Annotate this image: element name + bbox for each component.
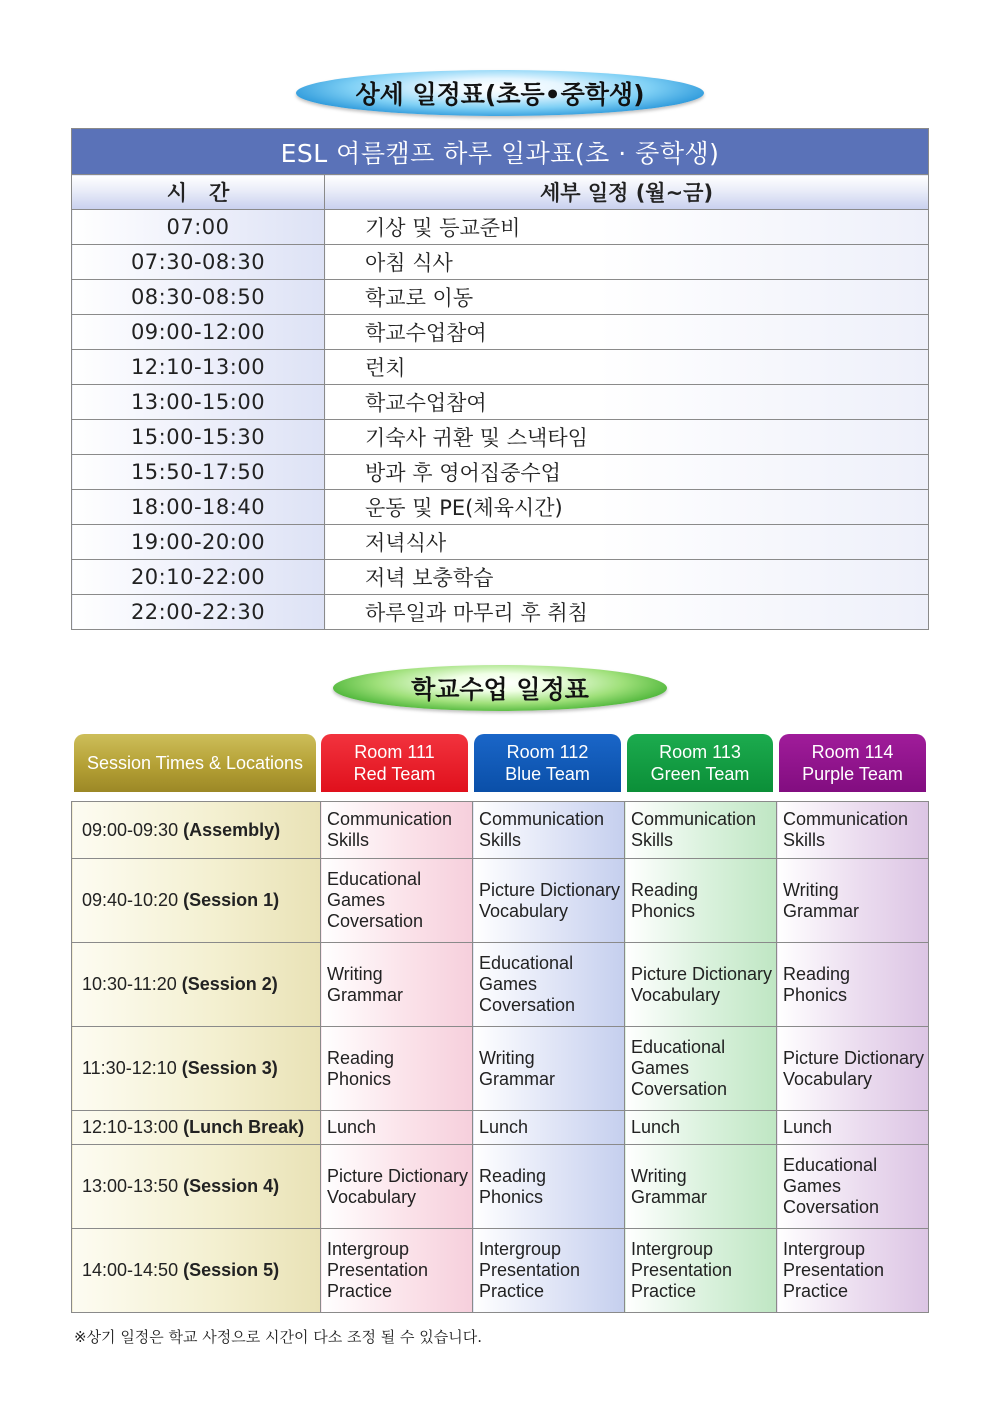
class-cell — [625, 1111, 777, 1145]
class-cell — [625, 1027, 777, 1111]
schedule-row — [72, 455, 929, 490]
schedule-time: 07:00 — [72, 210, 325, 245]
schedule-row — [72, 280, 929, 315]
schedule-row — [72, 525, 929, 560]
schedule-time: 20:10-22:00 — [72, 560, 325, 595]
class-cell-line: Practice — [479, 1281, 545, 1301]
class-cell — [473, 1027, 625, 1111]
class-cell — [777, 1145, 929, 1229]
session-time: 12:10-13:00 — [82, 1117, 179, 1137]
class-cell — [777, 802, 929, 859]
schedule-time: 19:00-20:00 — [72, 525, 325, 560]
class-cell-line: Practice — [783, 1281, 849, 1301]
session-label: (Session 1) — [183, 890, 280, 910]
schedule-time: 22:00-22:30 — [72, 595, 325, 630]
class-schedule-body — [72, 802, 929, 1313]
session-time-cell — [72, 1229, 321, 1313]
header-room-114 — [779, 734, 926, 792]
schedule-time: 13:00-15:00 — [72, 385, 325, 420]
class-cell-line: Vocabulary — [479, 900, 569, 921]
class-cell — [777, 859, 929, 943]
header-room-112 — [474, 734, 621, 792]
class-cell-line: Picture Dictionary — [783, 1047, 925, 1068]
schedule-row — [72, 315, 929, 350]
class-cell-line: Grammar — [783, 900, 859, 921]
schedule-row — [72, 595, 929, 630]
class-row — [72, 859, 929, 943]
header-room-113 — [627, 734, 773, 792]
team-name: Purple Team — [802, 764, 903, 784]
session-time-cell — [72, 1111, 321, 1145]
section1-title-banner — [296, 70, 704, 116]
session-time: 09:40-10:20 — [82, 890, 179, 910]
class-row — [72, 802, 929, 859]
class-cell-line: Educational — [783, 1155, 878, 1175]
class-cell-line: Lunch — [631, 1117, 681, 1137]
class-cell — [473, 1145, 625, 1229]
class-cell-line: Lunch — [479, 1117, 529, 1137]
class-cell-line: Vocabulary — [327, 1186, 417, 1207]
class-cell-line: Games — [783, 1176, 842, 1196]
class-cell — [321, 1229, 473, 1313]
class-cell-line: Educational — [479, 953, 574, 973]
schedule-time: 12:10-13:00 — [72, 350, 325, 385]
header-session-times — [74, 734, 316, 792]
team-name: Green Team — [650, 764, 750, 784]
class-cell-line: Grammar — [327, 984, 403, 1005]
schedule-row — [72, 350, 929, 385]
column-header-detail: 세부 일정 (월~금) — [325, 175, 929, 210]
class-cell-line: Lunch — [783, 1117, 833, 1137]
class-cell-line: Coversation — [631, 1079, 728, 1099]
class-cell-line: Communication — [479, 809, 605, 829]
class-cell — [625, 859, 777, 943]
schedule-row — [72, 385, 929, 420]
class-cell-line: Intergroup — [327, 1239, 410, 1259]
class-cell — [625, 1145, 777, 1229]
section2-title-banner — [333, 665, 667, 711]
class-cell — [777, 1027, 929, 1111]
class-cell-line: Communication — [631, 809, 757, 829]
class-cell — [321, 1027, 473, 1111]
schedule-activity: 기숙사 귀환 및 스낵타임 — [325, 420, 929, 455]
class-cell-line: Coversation — [783, 1197, 880, 1217]
class-cell-line: Practice — [631, 1281, 697, 1301]
daily-schedule-body — [72, 210, 929, 630]
class-cell-line: Phonics — [631, 900, 696, 921]
session-time-cell — [72, 1145, 321, 1229]
session-time: 14:00-14:50 — [82, 1260, 179, 1280]
class-cell-line: Phonics — [479, 1186, 544, 1207]
class-cell-line: Practice — [327, 1281, 393, 1301]
class-cell-line: Skills — [479, 830, 522, 850]
class-cell-line: Vocabulary — [631, 984, 721, 1005]
class-cell-line: Grammar — [479, 1068, 555, 1089]
class-cell — [473, 802, 625, 859]
class-cell — [777, 943, 929, 1027]
footnote: ※상기 일정은 학교 사정으로 시간이 다소 조정 될 수 있습니다. — [74, 1328, 483, 1346]
session-time-cell — [72, 859, 321, 943]
schedule-time: 18:00-18:40 — [72, 490, 325, 525]
class-cell-line: Intergroup — [631, 1239, 714, 1259]
schedule-activity: 방과 후 영어집중수업 — [325, 455, 929, 490]
schedule-time: 15:50-17:50 — [72, 455, 325, 490]
class-row — [72, 1027, 929, 1111]
schedule-activity: 운동 및 PE(체육시간) — [325, 490, 929, 525]
class-cell-line: Presentation — [479, 1260, 581, 1280]
session-label: (Assembly) — [183, 819, 281, 840]
section2-title: 학교수업 일정표 — [411, 675, 589, 704]
schedule-row — [72, 490, 929, 525]
class-cell-line: Picture Dictionary — [479, 879, 621, 900]
class-cell-line: Communication — [327, 809, 453, 829]
class-cell-line: Phonics — [783, 984, 848, 1005]
schedule-row — [72, 245, 929, 280]
session-time: 13:00-13:50 — [82, 1176, 179, 1196]
room-name: Room 112 — [506, 742, 589, 762]
header-room-111 — [321, 734, 468, 792]
class-row — [72, 943, 929, 1027]
schedule-row — [72, 420, 929, 455]
class-row — [72, 1111, 929, 1145]
session-time-cell — [72, 943, 321, 1027]
class-cell-line: Educational — [327, 869, 422, 889]
class-schedule-table — [71, 801, 929, 1313]
class-cell — [473, 943, 625, 1027]
daily-schedule-title: ESL 여름캠프 하루 일과표(초 · 중학생) — [72, 129, 929, 175]
session-label: (Lunch Break) — [183, 1117, 305, 1137]
schedule-activity: 저녁 보충학습 — [325, 560, 929, 595]
schedule-activity: 학교로 이동 — [325, 280, 929, 315]
class-cell — [625, 802, 777, 859]
class-cell-line: Coversation — [327, 911, 424, 931]
class-cell-line: Intergroup — [479, 1239, 562, 1259]
session-time-cell — [72, 802, 321, 859]
class-cell-line: Games — [479, 974, 538, 994]
class-cell-line: Writing — [327, 963, 383, 984]
session-time: 10:30-11:20 — [82, 974, 177, 994]
class-cell-line: Grammar — [631, 1186, 707, 1207]
class-cell — [321, 1111, 473, 1145]
room-name: Room 111 — [354, 742, 435, 762]
class-cell-line: Skills — [327, 830, 370, 850]
class-row — [72, 1229, 929, 1313]
daily-schedule-table — [71, 128, 929, 630]
class-cell-line: Reading — [327, 1047, 395, 1068]
schedule-time: 09:00-12:00 — [72, 315, 325, 350]
class-cell-line: Games — [631, 1058, 690, 1078]
class-cell — [473, 1111, 625, 1145]
class-cell-line: Lunch — [327, 1117, 377, 1137]
class-cell-line: Picture Dictionary — [327, 1165, 469, 1186]
schedule-activity: 학교수업참여 — [325, 315, 929, 350]
class-cell-line: Writing — [479, 1047, 535, 1068]
class-cell-line: Presentation — [631, 1260, 733, 1280]
class-cell-line: Communication — [783, 809, 909, 829]
team-name: Blue Team — [505, 764, 590, 784]
class-cell-line: Intergroup — [783, 1239, 866, 1259]
session-time: 11:30-12:10 — [82, 1058, 177, 1078]
schedule-activity: 학교수업참여 — [325, 385, 929, 420]
schedule-time: 15:00-15:30 — [72, 420, 325, 455]
team-name: Red Team — [353, 764, 436, 784]
class-cell — [625, 943, 777, 1027]
class-cell-line: Writing — [631, 1165, 687, 1186]
class-cell — [625, 1229, 777, 1313]
schedule-activity: 저녁식사 — [325, 525, 929, 560]
class-cell-line: Presentation — [783, 1260, 885, 1280]
schedule-activity: 아침 식사 — [325, 245, 929, 280]
class-cell-line: Presentation — [327, 1260, 429, 1280]
class-cell-line: Games — [327, 890, 386, 910]
class-row — [72, 1145, 929, 1229]
session-label: (Session 5) — [183, 1260, 280, 1280]
section1-title: 상세 일정표(초등•중학생) — [355, 80, 645, 109]
class-cell-line: Phonics — [327, 1068, 392, 1089]
class-cell-line: Coversation — [479, 995, 576, 1015]
class-cell — [321, 1145, 473, 1229]
schedule-time: 08:30-08:50 — [72, 280, 325, 315]
schedule-activity: 하루일과 마무리 후 취침 — [325, 595, 929, 630]
class-cell-line: Reading — [631, 879, 699, 900]
class-cell-line: Educational — [631, 1037, 726, 1057]
schedule-row — [72, 560, 929, 595]
class-cell-line: Reading — [783, 963, 851, 984]
class-cell — [473, 1229, 625, 1313]
class-cell — [473, 859, 625, 943]
class-cell — [321, 859, 473, 943]
header-session-label: Session Times & Locations — [86, 753, 304, 773]
schedule-activity: 런치 — [325, 350, 929, 385]
class-cell-line: Skills — [783, 830, 826, 850]
schedule-row — [72, 210, 929, 245]
class-cell-line: Picture Dictionary — [631, 963, 773, 984]
class-cell-line: Reading — [479, 1165, 547, 1186]
class-cell — [777, 1111, 929, 1145]
class-cell-line: Skills — [631, 830, 674, 850]
session-label: (Session 3) — [181, 1058, 278, 1078]
session-label: (Session 2) — [181, 974, 278, 994]
class-cell — [777, 1229, 929, 1313]
schedule-activity: 기상 및 등교준비 — [325, 210, 929, 245]
column-header-time: 시 간 — [72, 175, 325, 210]
class-cell — [321, 802, 473, 859]
schedule-time: 07:30-08:30 — [72, 245, 325, 280]
class-cell-line: Vocabulary — [783, 1068, 873, 1089]
class-cell — [321, 943, 473, 1027]
room-name: Room 113 — [659, 742, 741, 762]
session-time-cell — [72, 1027, 321, 1111]
class-cell-line: Writing — [783, 879, 839, 900]
session-time: 09:00-09:30 — [82, 819, 179, 840]
session-label: (Session 4) — [183, 1176, 280, 1196]
room-name: Room 114 — [811, 742, 894, 762]
